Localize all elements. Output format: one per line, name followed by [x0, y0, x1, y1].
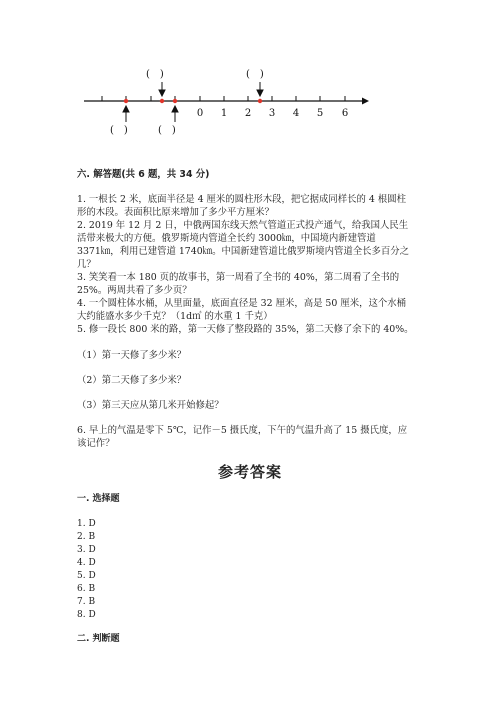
- answer-item-4: 4. D: [77, 558, 96, 568]
- tick-label-0: 0: [196, 108, 204, 119]
- q5-sub-1: （1）第一天修了多少米？: [77, 350, 187, 361]
- tick-label-1: 1: [220, 108, 228, 119]
- point-b: [160, 99, 164, 103]
- paren-bottom-2: ( ): [158, 125, 176, 136]
- q6-line-2: 该记作？: [77, 438, 115, 449]
- number-line-figure: [0, 0, 500, 150]
- answer-item-1: 1. D: [77, 519, 96, 529]
- tick-label-2: 2: [244, 108, 252, 119]
- down-arrows: [159, 82, 263, 96]
- paren-bottom-1: ( ): [110, 125, 128, 136]
- q3-line-2: 25%。两周共看了多少页？: [77, 285, 192, 296]
- point-c: [173, 99, 177, 103]
- q5-sub-2: （2）第二天修了多少米？: [77, 375, 187, 386]
- q5-line-1: 5. 修一段长 800 米的路，第一天修了整段路的 35%，第二天修了余下的 40%。: [77, 324, 414, 335]
- blank-parens: [110, 69, 264, 136]
- section-6-title: 六. 解答题(共 6 题，共 34 分): [77, 169, 210, 180]
- tick-label-6: 6: [341, 108, 349, 119]
- paren-top-2: ( ): [246, 69, 264, 80]
- point-d: [258, 99, 262, 103]
- tick-label-4: 4: [292, 108, 300, 119]
- q1-line-2: 形的木段。表面积比原来增加了多少平方厘米？: [77, 207, 274, 218]
- answer-item-3: 3. D: [77, 545, 96, 555]
- answer-item-8: 8. D: [77, 610, 96, 620]
- answer-item-6: 6. B: [77, 584, 96, 594]
- q2-line-4: 几？: [77, 259, 96, 270]
- answer-item-7: 7. B: [77, 597, 96, 607]
- answer-item-2: 2. B: [77, 532, 96, 542]
- q4-line-2: 大约能盛水多少千克？（1d㎥ 的水重 1 千克）: [77, 311, 273, 322]
- answers-section-1: 一. 选择题: [77, 494, 120, 504]
- q2-line-2: 活带来极大的方便。俄罗斯境内管道全长约 3000㎞，中国境内新建管道: [77, 233, 376, 244]
- tick-label-5: 5: [316, 108, 324, 119]
- q2-line-3: 3371㎞，利用已建管道 1740㎞。中国新建管道比俄罗斯境内管道全长多百分之: [77, 246, 409, 257]
- tick-labels: [197, 108, 348, 119]
- q6-line-1: 6. 早上的气温是零下 5℃，记作－5 摄氏度，下午的气温升高了 15 摄氏度，应: [77, 425, 408, 436]
- answer-item-5: 5. D: [77, 571, 96, 581]
- q2-line-1: 2. 2019 年 12 月 2 日，中俄两国东线天然气管道正式投产通气，给我国人民生: [77, 220, 409, 231]
- q4-line-1: 4. 一个圆柱体水桶，从里面量，底面直径是 32 厘米，高是 50 厘米，这个水桶: [77, 298, 406, 309]
- q1-line-1: 1. 一根长 2 米，底面半径是 4 厘米的圆柱形木段，把它据成同样长的 4 根圆柱: [77, 194, 406, 205]
- point-a: [124, 99, 128, 103]
- answers-title: 参考答案: [217, 463, 282, 481]
- up-arrows: [123, 106, 178, 122]
- tick-label-3: 3: [268, 108, 276, 119]
- number-line-arrowhead: [362, 98, 369, 105]
- q5-sub-3: （3）第三天应从第几米开始修起？: [77, 400, 224, 411]
- q3-line-1: 3. 笑笑看一本 180 页的故事书，第一周看了全书的 40%，第二周看了全书的: [77, 272, 400, 283]
- paren-top-1: ( ): [146, 69, 164, 80]
- answers-section-2: 二. 判断题: [77, 634, 120, 644]
- number-line-ticks: [102, 96, 345, 101]
